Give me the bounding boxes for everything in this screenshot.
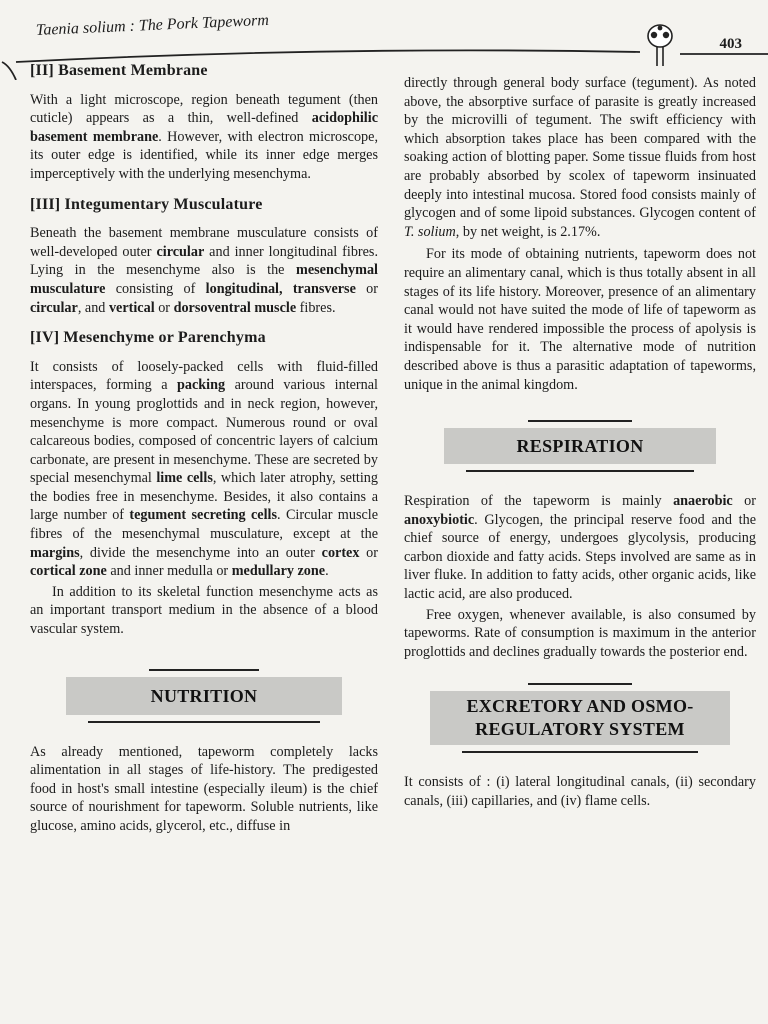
term-longitudinal-transverse: longitudinal, transverse xyxy=(205,280,356,297)
respiration-heading: RESPIRATION xyxy=(444,428,716,464)
excretory-heading-line-2: REGULATORY SYSTEM xyxy=(475,719,685,740)
tapeworm-scolex-icon xyxy=(641,22,679,68)
term-lime-cells: lime cells xyxy=(156,470,213,487)
term-cortical-zone: cortical zone xyxy=(30,563,107,580)
text-run: , and xyxy=(77,299,109,316)
oxygen-consumption-paragraph: Free oxygen, whenever available, is also consumed by tapeworms. Rate of consumption is maximum in the anterior proglottids and declines gradually towards the posterior end. xyxy=(404,606,756,660)
text-run: It consists of loosely-packed cells with fluid-filled interspaces, forming a xyxy=(30,358,378,394)
text-run: . xyxy=(325,563,329,580)
integumentary-musculature-heading: [III] Integumentary Musculature xyxy=(30,195,263,213)
mesenchyme-paragraph xyxy=(30,358,378,581)
text-run: and inner medulla or xyxy=(106,563,232,580)
basement-membrane-paragraph xyxy=(30,91,378,184)
text-run: around various internal organs. In young proglottids and in neck region, however, mesenchyme is more compact. Numerous round or oval calcareous bodies, composed of concentric layers of calcium carbonate, are present in mesenchyme. These are secreted by special mesenchymal xyxy=(30,377,378,487)
term-circular: circular xyxy=(156,243,205,260)
mesenchyme-transport-paragraph: In addition to its skeletal function mesenchyme acts as an important transport medium in the absence of a blood vascular system. xyxy=(30,583,378,638)
nutrition-heading: NUTRITION xyxy=(66,677,342,715)
text-run: fibres. xyxy=(296,299,336,316)
excretory-heading xyxy=(430,691,730,745)
text-run: , which later atrophy, setting the bodies free in mesenchyme. Besides, it also contains a large number of xyxy=(30,470,378,524)
nutrition-paragraph: As already mentioned, tapeworm completely lacks alimentation in all stages of life-history. The predigested food in host's small intestine (especially ileum) is the chief source of nourishment for tapeworm. Soluble nutrients, like glucose, amino acids, glycerol, etc., diffuse in xyxy=(30,743,378,834)
term-circular-2: circular xyxy=(30,299,78,316)
page-number: 403 xyxy=(719,36,742,52)
text-run: or xyxy=(355,280,378,297)
term-margins: margins xyxy=(30,544,80,561)
term-vertical: vertical xyxy=(108,299,155,316)
running-title: Taenia solium : The Pork Tapeworm xyxy=(35,11,270,39)
nutrition-rule-top xyxy=(149,669,259,671)
excretory-heading-line-1: EXCRETORY AND OSMO- xyxy=(466,696,694,717)
term-cortex: cortex xyxy=(321,544,360,561)
text-run: With a light microscope, region beneath tegument (then cuticle) appears as a thin, well-defined xyxy=(30,91,378,127)
text-run: or xyxy=(154,299,174,316)
text-run: , divide the mesenchyme into an outer xyxy=(79,544,322,561)
respiration-rule-bottom xyxy=(466,470,694,472)
term-tegument-secreting-cells: tegument secreting cells xyxy=(129,507,278,524)
respiration-paragraph xyxy=(404,492,756,604)
text-run: Beneath the basement membrane musculature consists of well-developed outer xyxy=(30,225,378,260)
text-run: . Circular muscle fibres of the mesenchymal musculature, except at the xyxy=(30,507,378,543)
alimentary-canal-paragraph: For its mode of obtaining nutrients, tapeworm does not require an alimentary canal, which is thus totally absent in all stages of its life history. Moreover, presence of an alimentary canal would not have suited the mode of life of tapeworm as it would have rendered impossible the process of apolysis is indispensable for it. The alternative mode of nutrition described above is thus a parasitic adaptation of tapeworms, unique in the animal kingdom. xyxy=(404,246,756,393)
integumentary-musculature-paragraph xyxy=(30,224,378,317)
text-run: . Glycogen, the principal reserve food and the chief source of energy, undergoes glycolysis, producing carbon dioxide and fatty acids. Steps involved are same as in liver fluke. In addition to fatty acids, other organic acids, like lactic acid, are also produced. xyxy=(404,511,756,603)
text-run: Respiration of the tapeworm is mainly xyxy=(404,493,674,510)
species-name: T. solium xyxy=(404,223,456,240)
nutrition-rule-bottom xyxy=(88,721,320,723)
excretory-rule-bottom xyxy=(462,751,698,753)
term-anoxybiotic: anoxybiotic xyxy=(404,511,475,528)
respiration-rule-top xyxy=(528,420,632,422)
term-mesenchymal-musculature: mesenchymal musculature xyxy=(30,262,378,297)
text-run: , by net weight, is 2.17%. xyxy=(455,223,601,240)
mesenchyme-heading: [IV] Mesenchyme or Parenchyma xyxy=(30,329,266,347)
term-medullary-zone: medullary zone xyxy=(231,563,326,580)
left-column xyxy=(30,62,378,836)
text-run: and inner longitudinal fibres. Lying in the mesenchyme also is the xyxy=(30,243,378,279)
text-run: or xyxy=(359,544,378,561)
right-column xyxy=(404,74,756,811)
text-run: consisting of xyxy=(105,280,206,297)
text-run: directly through general body surface (tegument). As noted above, the absorptive surface of parasite is greatly increased by the microvilli of tegument. The swift efficiency with which absorption takes place has been compared with the soaking action of blotting paper. Some tissue fluids from host are probably absorbed by scolex of tapeworm insinuated deeply into intestinal mucosa. Stored food consists mainly of glycogen and of some lipoid substances. Glycogen content of xyxy=(404,75,756,222)
nutrition-continued-paragraph xyxy=(404,74,756,241)
term-packing: packing xyxy=(176,377,226,394)
text-run: . However, with electron microscope, its outer edge is identified, while its inner edge merges imperceptively with the underlying mesenchyma. xyxy=(30,128,378,182)
excretory-paragraph: It consists of : (i) lateral longitudinal canals, (ii) secondary canals, (iii) capillaries, and (iv) flame cells. xyxy=(404,774,756,810)
term-anaerobic: anaerobic xyxy=(673,493,733,510)
term-basement-membrane: acidophilic basement membrane xyxy=(30,110,378,145)
term-dorsoventral-muscle: dorsoventral muscle xyxy=(173,299,297,316)
text-run: or xyxy=(732,493,757,510)
excretory-rule-top xyxy=(528,683,632,685)
basement-membrane-heading: [II] Basement Membrane xyxy=(30,62,208,79)
